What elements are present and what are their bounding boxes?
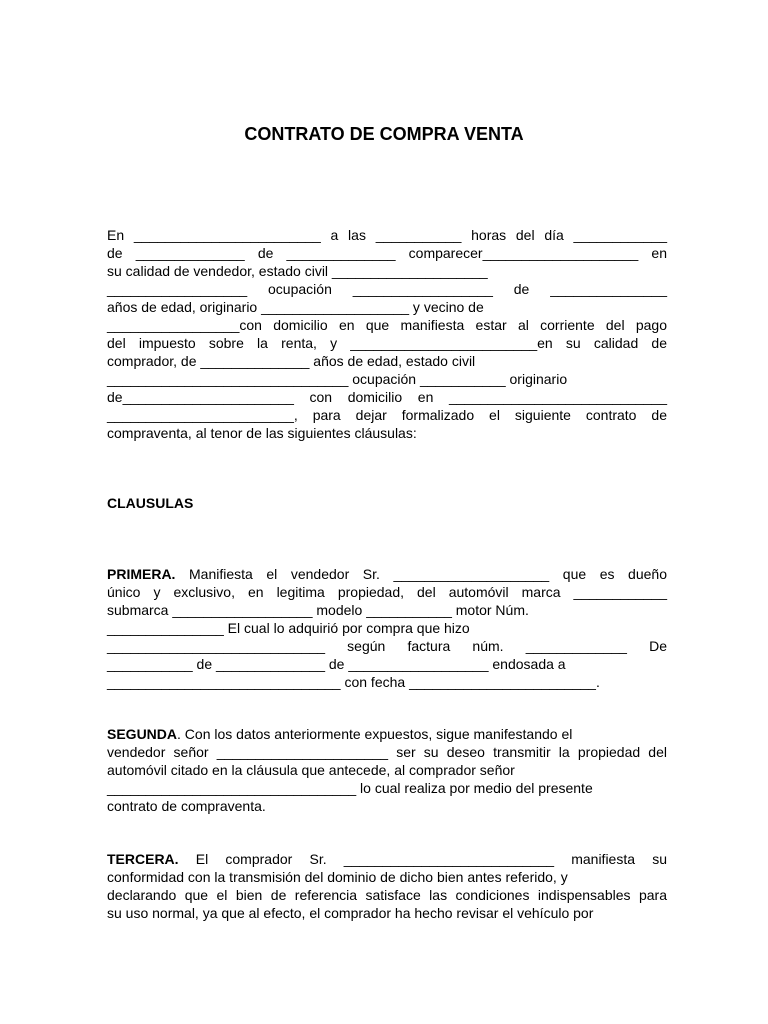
clause-line: conformidad con la transmisión del dominio de dicho bien antes referido, y [107, 869, 568, 885]
intro-line: _________________con domicilio en que manifiesta estar al corriente del pago [107, 317, 667, 333]
intro-line: _______________________________ ocupación ___________ originario [107, 371, 568, 387]
clause-primera [107, 565, 667, 691]
intro-line: su calidad de vendedor, estado civil ____________________ [107, 263, 488, 279]
document-title: CONTRATO DE COMPRA VENTA [244, 124, 524, 144]
intro-line: __________________ ocupación __________________ de _______________ [107, 281, 667, 297]
clause-line: ___________ de ______________ de __________________ endosada a [107, 656, 566, 672]
clause-line: único y exclusivo, en legitima propiedad, del automóvil marca ____________ [107, 584, 667, 600]
intro-line: compraventa, al tenor de las siguientes cláusulas: [107, 425, 417, 441]
clause-line: _______________ El cual lo adquirió por compra que hizo [107, 620, 470, 636]
clause-label: TERCERA. [107, 851, 179, 867]
intro-line: del impuesto sobre la renta, y ________________________en su calidad de [107, 335, 667, 351]
clause-line: declarando que el bien de referencia satisface las condiciones indispensables para [107, 887, 667, 903]
clause-line: SEGUNDA. Con los datos anteriormente expuestos, sigue manifestando el [107, 726, 573, 742]
intro-paragraph [107, 226, 667, 442]
clause-line: submarca __________________ modelo ___________ motor Núm. [107, 602, 529, 618]
clauses-heading: CLAUSULAS [107, 495, 194, 511]
intro-line: En ________________________ a las ___________ horas del día ____________ [107, 227, 667, 243]
clause-segunda [107, 725, 667, 815]
clause-tercera [107, 850, 667, 922]
clause-label: SEGUNDA [107, 726, 178, 742]
intro-line: de______________________ con domicilio en ____________________________ [107, 389, 667, 405]
intro-line: años de edad, originario ___________________ y vecino de [107, 299, 484, 315]
clause-line: contrato de compraventa. [107, 798, 266, 814]
clause-line: ____________________________ según factura núm. _____________ De [107, 638, 667, 654]
clause-line: TERCERA. El comprador Sr. ___________________________ manifiesta su [107, 851, 667, 867]
clause-line: su uso normal, ya que al efecto, el comprador ha hecho revisar el vehículo por [107, 905, 594, 921]
clause-line: ________________________________ lo cual realiza por medio del presente [107, 780, 593, 796]
clause-label: PRIMERA. [107, 566, 176, 582]
intro-line: de ______________ de ______________ comparecer____________________ en [107, 245, 667, 261]
clause-line: ______________________________ con fecha ________________________. [107, 674, 600, 690]
intro-line: comprador, de ______________ años de edad, estado civil [107, 353, 476, 369]
clause-line: automóvil citado en la cláusula que antecede, al comprador señor [107, 762, 515, 778]
clause-line: vendedor señor ______________________ ser su deseo transmitir la propiedad del [107, 744, 667, 760]
intro-line: ________________________, para dejar formalizado el siguiente contrato de [107, 407, 667, 423]
clause-line: PRIMERA. Manifiesta el vendedor Sr. ____________________ que es dueño [107, 566, 667, 582]
